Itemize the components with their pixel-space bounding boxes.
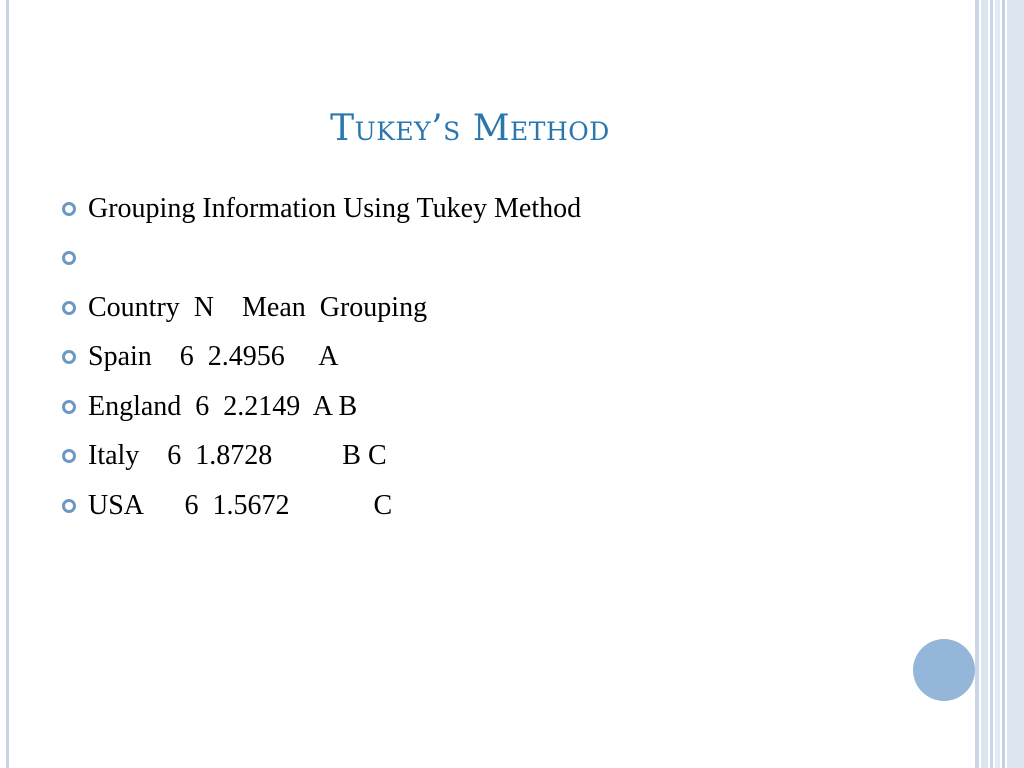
bullet-text: England 6 2.2149 A B: [88, 390, 358, 422]
right-stripe: [1002, 0, 1005, 768]
right-stripe: [995, 0, 1000, 768]
bullet-item: [62, 333, 581, 383]
bullet-item: [62, 382, 581, 432]
decorative-circle: [913, 639, 975, 701]
bullet-text: Italy 6 1.8728 B C: [88, 440, 387, 472]
bullet-item: [62, 481, 581, 531]
bullet-text: Grouping Information Using Tukey Method: [88, 192, 582, 224]
circle-bullet-icon: [62, 202, 76, 216]
circle-bullet-icon: [62, 449, 76, 463]
bullet-item: [62, 234, 581, 284]
bullet-text: Country N Mean Grouping: [88, 291, 428, 323]
bullet-list: [62, 184, 581, 531]
bullet-item: [62, 184, 581, 234]
right-stripe: [1007, 0, 1024, 768]
right-stripe: [975, 0, 979, 768]
circle-bullet-icon: [62, 251, 76, 265]
circle-bullet-icon: [62, 301, 76, 315]
bullet-item: [62, 283, 581, 333]
right-stripe: [981, 0, 988, 768]
circle-bullet-icon: [62, 499, 76, 513]
circle-bullet-icon: [62, 350, 76, 364]
right-stripe: [990, 0, 993, 768]
circle-bullet-icon: [62, 400, 76, 414]
bullet-text: USA 6 1.5672 C: [88, 489, 393, 521]
bullet-text: Spain 6 2.4956 A: [88, 341, 339, 373]
bullet-item: [62, 432, 581, 482]
slide-title: Tukey’s Method: [330, 108, 610, 149]
